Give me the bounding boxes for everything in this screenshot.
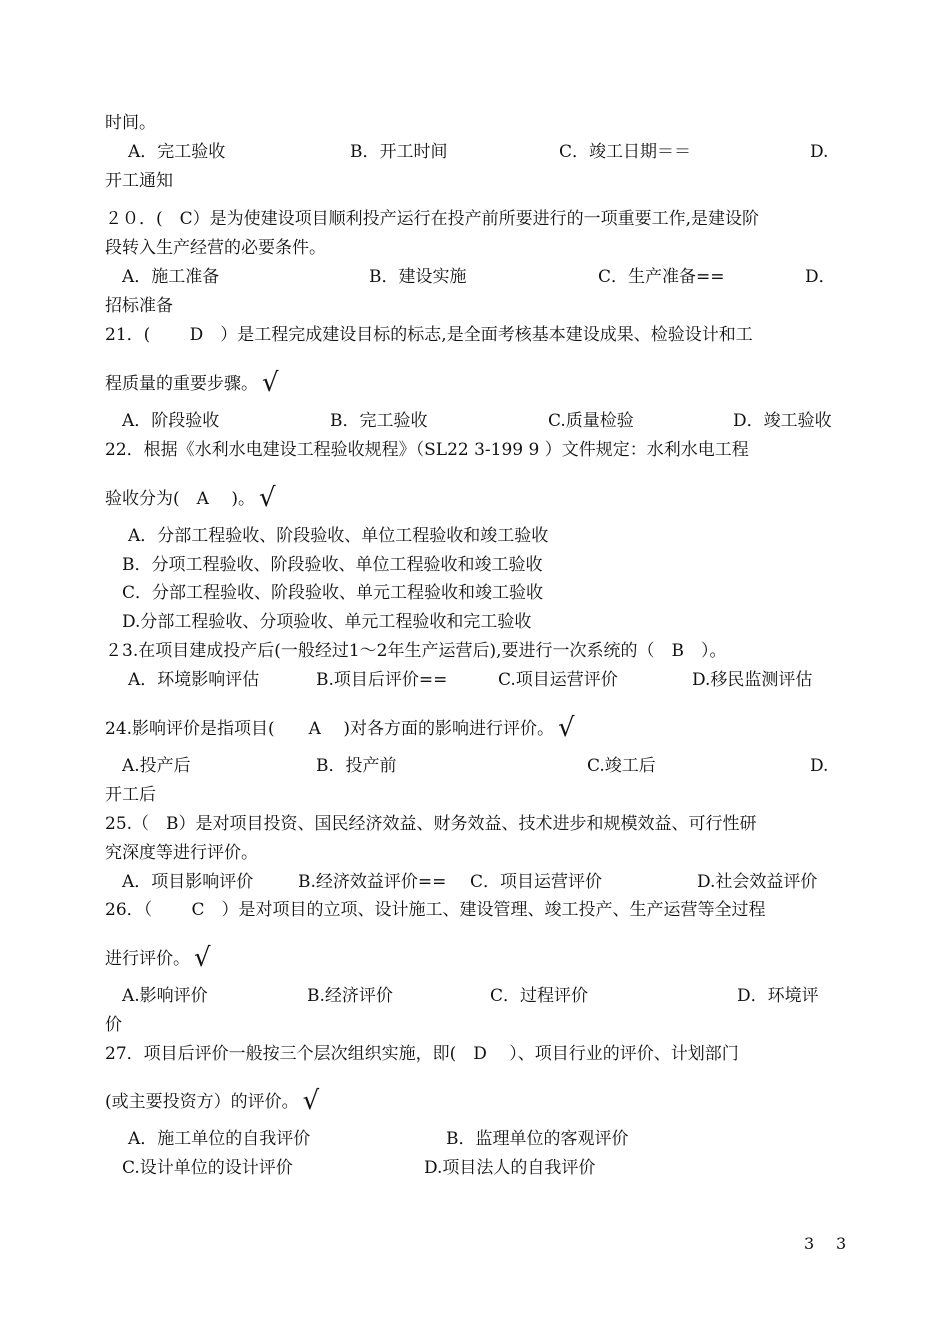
q24-option-d: D. — [810, 756, 829, 776]
q21-option-b: B．完工验收 — [330, 411, 428, 431]
q20-option-a: A．施工准备 — [122, 267, 220, 287]
q27-stem-line2: (或主要投资方）的评价。 √ — [105, 1086, 320, 1116]
correct-check-mark: √ — [262, 368, 279, 398]
q27-stem-line1: 27．项目后评价一般按三个层次组织实施，即( D ）、项目行业的评价、计划部门 — [105, 1044, 739, 1064]
q24-option-a: A.投产后 — [122, 756, 191, 776]
q23-option-c: C.项目运营评价 — [498, 670, 618, 690]
q19-option-d-wrap: 开工通知 — [105, 171, 173, 191]
q25-stem-line2: 究深度等进行评价。 — [105, 843, 258, 863]
q19-option-d: D. — [810, 142, 829, 162]
q20-option-c: C．生产准备== — [598, 267, 725, 287]
correct-check-mark: √ — [194, 943, 211, 973]
q24-stem-line1: 24.影响评价是指项目( A )对各方面的影响进行评价。 √ — [105, 713, 575, 743]
q23-option-a: A．环境影响评估 — [128, 670, 260, 690]
q21-option-a: A．阶段验收 — [122, 411, 220, 431]
q19-option-c: C．竣工日期＝＝ — [559, 142, 692, 162]
q27-option-c: C.设计单位的设计评价 — [122, 1158, 293, 1178]
q27-option-a: A．施工单位的自我评价 — [128, 1129, 311, 1149]
q25-stem-line1: 25.（ B）是对项目投资、国民经济效益、财务效益、技术进步和规模效益、可行性研 — [105, 814, 757, 834]
q23-option-d: D.移民监测评估 — [692, 670, 813, 690]
q20-option-d-wrap: 招标准备 — [105, 296, 173, 316]
q25-option-c: C．项目运营评价 — [470, 872, 603, 892]
q24-option-c: C.竣工后 — [587, 756, 656, 776]
q22-option-d: D.分部工程验收、分项验收、单元工程验收和完工验收 — [122, 612, 532, 632]
correct-check-mark: √ — [302, 1086, 320, 1116]
q20-stem-line1: ２０．( C）是为使建设项目顺利投产运行在投产前所要进行的一项重要工作,是建设阶 — [105, 209, 760, 229]
q20-stem-line2: 段转入生产经营的必要条件。 — [105, 238, 326, 258]
q23-stem-line1: ２3.在项目建成投产后(一般经过1～2年生产运营后),要进行一次系统的（ B ）。 — [105, 641, 727, 661]
q26-stem-line2: 进行评价。 √ — [105, 943, 211, 973]
q23-option-b: B.项目后评价== — [316, 670, 448, 690]
q19-stem-end: 时间。 — [105, 113, 156, 133]
q27-option-b: B．监理单位的客观评价 — [446, 1129, 629, 1149]
q21-option-d: D．竣工验收 — [733, 411, 832, 431]
page-number-right: 3 — [836, 1234, 847, 1253]
q27-option-d: D.项目法人的自我评价 — [424, 1158, 596, 1178]
q22-option-b: B．分项工程验收、阶段验收、单位工程验收和竣工验收 — [122, 555, 543, 575]
q21-stem-line1: 21．( D ）是工程完成建设目标的标志,是全面考核基本建设成果、检验设计和工 — [105, 325, 753, 345]
q26-stem-line1: 26．（ C ）是对项目的立项、设计施工、建设管理、竣工投产、生产运营等全过程 — [105, 900, 766, 920]
q24-option-d-wrap: 开工后 — [105, 785, 156, 805]
q21-stem-line2: 程质量的重要步骤。 √ — [105, 368, 279, 398]
q20-option-b: B．建设实施 — [369, 267, 467, 287]
q26-option-c: C．过程评价 — [490, 986, 589, 1006]
q25-option-d: D.社会效益评价 — [697, 872, 818, 892]
q26-option-a: A.影响评价 — [122, 986, 208, 1006]
q22-stem-line2: 验收分为( A )。 √ — [105, 483, 276, 513]
q24-option-b: B．投产前 — [316, 756, 397, 776]
q22-option-a: A．分部工程验收、阶段验收、单位工程验收和竣工验收 — [128, 526, 549, 546]
q20-option-d: D． — [805, 267, 836, 287]
q21-option-c: C.质量检验 — [548, 411, 634, 431]
q26-option-d: D．环境评 — [737, 986, 819, 1006]
q22-stem-line1: 22．根据《水利水电建设工程验收规程》（SL22 3-199 9 ）文件规定：水利水电工程 — [105, 440, 749, 460]
q26-option-d-wrap: 价 — [105, 1015, 122, 1035]
q25-option-a: A．项目影响评价 — [122, 872, 254, 892]
q22-option-c: C．分部工程验收、阶段验收、单元工程验收和竣工验收 — [122, 583, 544, 603]
correct-check-mark: √ — [557, 713, 575, 743]
q25-option-b: B.经济效益评价== — [298, 872, 447, 892]
q26-option-b: B.经济评价 — [307, 986, 393, 1006]
q19-option-a: A．完工验收 — [128, 142, 226, 162]
q19-option-b: B．开工时间 — [350, 142, 448, 162]
page-number-left: 3 — [804, 1234, 815, 1253]
correct-check-mark: √ — [258, 483, 276, 513]
